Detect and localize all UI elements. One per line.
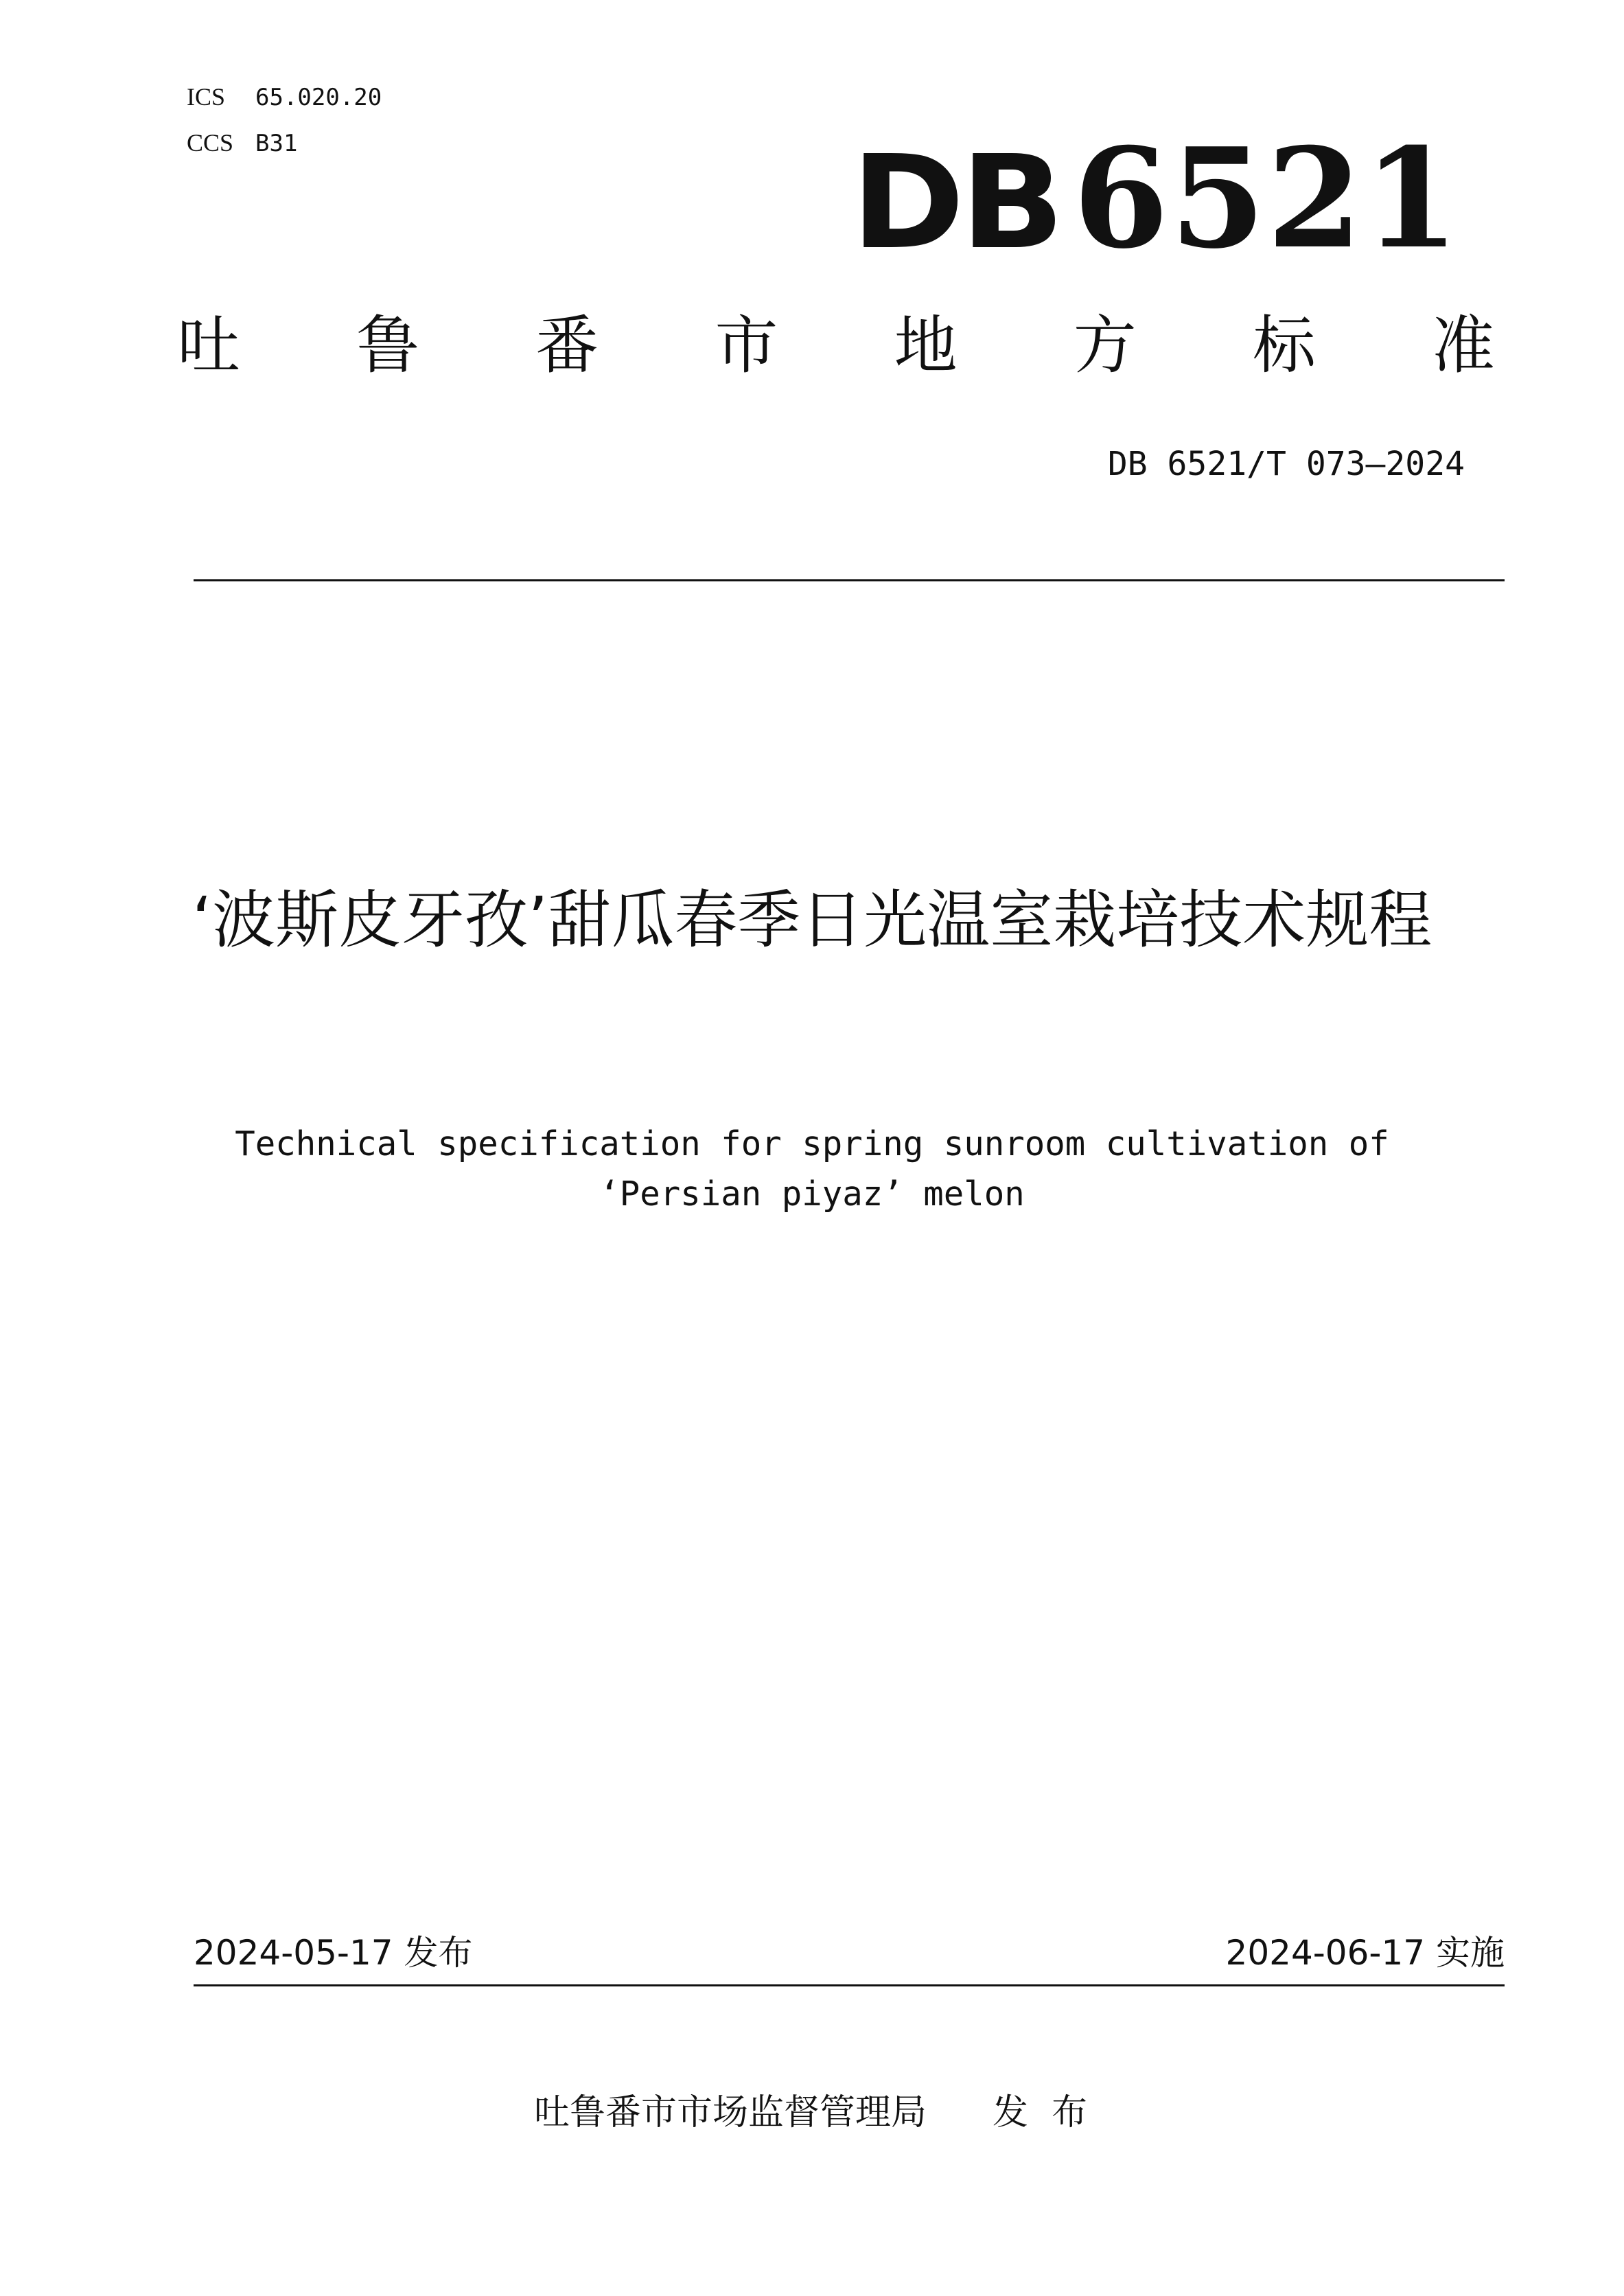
issuer-name: 吐鲁番市市场监督管理局 [534, 2092, 927, 2133]
bottom-divider [194, 1984, 1505, 1986]
standard-type-char: 标 [1252, 309, 1316, 382]
ics-code [187, 74, 382, 120]
top-divider [194, 579, 1505, 581]
ics-value: 65.020.20 [255, 84, 382, 111]
standard-mark [851, 118, 1461, 279]
classification-codes [187, 74, 382, 166]
standard-type-char: 鲁 [356, 309, 420, 382]
standard-type-char: 番 [535, 309, 599, 382]
standard-number: DB 6521/T 073—2024 [1107, 445, 1465, 483]
standard-type-char: 市 [715, 309, 778, 382]
standard-mark-letters: DB [851, 128, 1060, 278]
standard-type-char: 准 [1431, 309, 1495, 382]
ccs-value: B31 [255, 130, 298, 157]
publish-date: 2024-05-17 发布 [194, 1933, 473, 1973]
ics-label: ICS [187, 83, 226, 111]
ccs-code [187, 120, 382, 166]
standard-mark-number: 6521 [1073, 118, 1461, 279]
ccs-label: CCS [187, 129, 234, 156]
standard-type-char: 吐 [177, 309, 241, 382]
issuer-action: 发布 [993, 2092, 1111, 2133]
effective-date: 2024-06-17 实施 [1225, 1933, 1505, 1973]
standard-type-char: 方 [1073, 309, 1137, 382]
issuing-authority [534, 2092, 1111, 2133]
standard-type-title [177, 309, 1495, 382]
english-title: Technical specification for spring sunroom cultivation of ‘Persian piyaz’ melon [235, 1124, 1389, 1214]
chinese-title: ‘波斯皮牙孜’甜瓜春季日光温室栽培技术规程 [192, 883, 1432, 957]
standard-type-char: 地 [894, 309, 958, 382]
